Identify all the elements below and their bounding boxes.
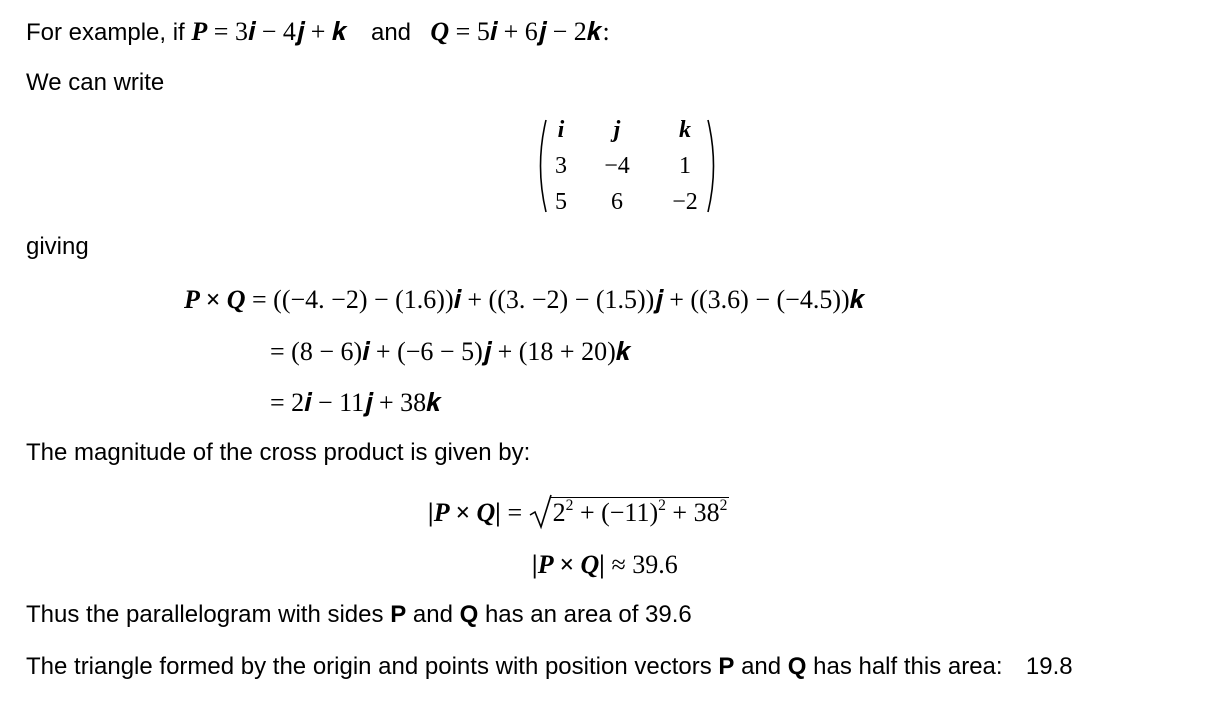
c1-p: P: [390, 601, 407, 628]
intro-and: and: [370, 19, 412, 46]
matrix-cell: 3: [555, 153, 567, 179]
matrix-cell: i: [557, 117, 565, 143]
magnitude-eq: =: [507, 498, 523, 527]
c2-text-a: The triangle formed by the origin and points with position vectors: [26, 653, 712, 680]
matrix-cell: −2: [672, 189, 698, 215]
magnitude-lhs: |P × Q|: [428, 498, 501, 527]
matrix-cell: 1: [679, 153, 691, 179]
intro-prefix: For example, if: [26, 19, 185, 46]
matrix-cell: k: [679, 117, 691, 143]
cross-product-line-2: = (8 − 6)𝒊 + (−6 − 5)𝒋 + (18 + 20)𝒌: [270, 337, 632, 366]
q-equation: Q = 5𝒊 + 6𝒋 − 2𝒌:: [430, 17, 610, 46]
write-label: We can write: [26, 69, 165, 96]
magnitude-equation: [428, 497, 729, 529]
radicand: $2^2 + (-11)^2 + 38^2$: [552, 497, 728, 527]
p-equation: P = 3𝒊 − 4𝒋 + 𝒌: [191, 17, 348, 46]
conclusion-parallelogram: [26, 600, 692, 630]
magnitude-label: The magnitude of the cross product is given by:: [26, 439, 531, 466]
c2-q: Q: [787, 653, 807, 680]
c2-and: and: [741, 653, 782, 680]
radical-sign-icon: [529, 493, 553, 531]
intro-line: [26, 16, 610, 48]
cross-product-line-3: = 2𝒊 − 11𝒋 + 38𝒌: [270, 388, 442, 417]
c1-text-b: has an area of 39.6: [484, 601, 692, 628]
c2-p: P: [718, 653, 735, 680]
square-root: [529, 497, 730, 529]
c2-text-b: has half this area:: [813, 653, 1003, 680]
matrix-cell: 6: [611, 189, 623, 215]
determinant-matrix: [534, 114, 720, 218]
magnitude-approx: [532, 549, 678, 581]
c1-q: Q: [459, 601, 479, 628]
c2-value: 19.8: [1025, 653, 1073, 680]
cross-line1: = ((−4. −2) − (1.6))𝒊 + ((3. −2) − (1.5))𝒋 + ((3.6) − (−4.5))𝒌: [252, 285, 866, 314]
matrix-cell: j: [613, 117, 621, 143]
conclusion-triangle: [26, 652, 1073, 682]
c1-and: and: [412, 601, 453, 628]
magnitude-lhs-2: |P × Q|: [532, 550, 605, 579]
giving-label: giving: [26, 233, 89, 260]
matrix-cell: 5: [555, 189, 567, 215]
cross-product-line-1: [184, 284, 865, 316]
cross-lhs: P × Q: [184, 285, 246, 314]
approx-value: ≈ 39.6: [611, 550, 678, 579]
c1-text-a: Thus the parallelogram with sides: [26, 601, 384, 628]
matrix-cell: −4: [604, 153, 630, 179]
